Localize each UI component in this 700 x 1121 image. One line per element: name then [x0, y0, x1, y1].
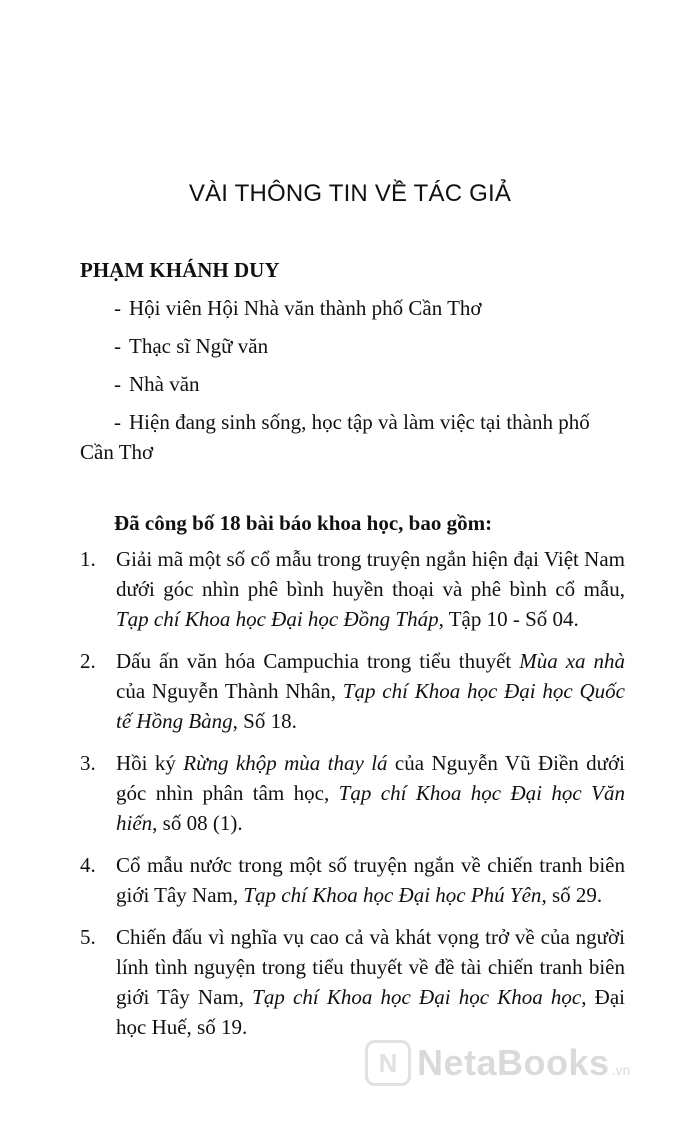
item-number: 5. — [80, 925, 96, 949]
item-text: của Nguyễn Thành Nhân, — [116, 679, 343, 703]
journal-name: Tạp chí Khoa học Đại học Quốc tế Hồng Bàng — [116, 679, 625, 733]
publication-item — [80, 544, 625, 634]
watermark-suffix: .vn — [611, 1062, 631, 1078]
item-number: 1. — [80, 547, 96, 571]
item-text: , số 08 (1). — [152, 811, 243, 835]
page-title: VÀI THÔNG TIN VỀ TÁC GIẢ — [188, 180, 512, 207]
publications-heading: Đã công bố 18 bài báo khoa học, bao gồm: — [114, 511, 493, 535]
bullet-dash: - — [114, 334, 121, 358]
watermark-text: NetaBooks — [417, 1042, 610, 1083]
book-title: Mùa xa nhà — [519, 649, 625, 673]
item-text: Giải mã một số cổ mẫu trong truyện ngắn hiện đại Việt Nam dưới góc nhìn phê bình huyền thoại và phê bình cổ mẫu, — [116, 547, 625, 601]
bullet-dash: - — [114, 296, 121, 320]
item-text: , Số 18. — [232, 709, 297, 733]
journal-name: Tạp chí Khoa học Đại học Đồng Tháp — [116, 607, 439, 631]
item-text: Chiến đấu vì nghĩa vụ cao cả và khát vọng trở về của người lính tình nguyện trong tiểu thuyết về đề tài chiến tranh biên giới Tây Nam, — [116, 925, 625, 1009]
author-name: PHẠM KHÁNH DUY — [80, 258, 280, 282]
author-item-text: Hiện đang sinh sống, học tập và làm việc tại thành phố Cần Thơ — [80, 410, 590, 464]
publications-section — [80, 508, 625, 1054]
author-section — [80, 255, 625, 467]
publication-item — [80, 922, 625, 1042]
author-item-text: Hội viên Hội Nhà văn thành phố Cần Thơ — [129, 296, 482, 320]
author-item-text: Nhà văn — [129, 372, 200, 396]
journal-name: Tạp chí Khoa học Đại học Phú Yên — [243, 883, 542, 907]
item-text: Cổ mẫu nước trong một số truyện ngắn về chiến tranh biên giới Tây Nam, — [116, 853, 625, 907]
author-item — [80, 369, 625, 399]
item-text: , số 29. — [541, 883, 603, 907]
item-text: Hồi ký — [116, 751, 184, 775]
item-number: 2. — [80, 649, 96, 673]
item-text: , Tập 10 - Số 04. — [438, 607, 579, 631]
netabooks-logo-icon: N — [365, 1040, 411, 1086]
publication-item — [80, 850, 625, 910]
item-number: 4. — [80, 853, 96, 877]
bullet-dash: - — [114, 410, 121, 434]
bullet-dash: - — [114, 372, 121, 396]
item-number: 3. — [80, 751, 96, 775]
item-text: của Nguyễn Vũ Điền dưới góc nhìn phân tâm học, — [116, 751, 625, 805]
book-title: Rừng khộp mùa thay lá — [183, 751, 388, 775]
author-item-text: Thạc sĩ Ngữ văn — [129, 334, 269, 358]
journal-name: Tạp chí Khoa học Đại học Khoa học — [252, 985, 582, 1009]
journal-name: Tạp chí Khoa học Đại học Văn hiến — [116, 781, 625, 835]
item-text: Dấu ấn văn hóa Campuchia trong tiểu thuyết — [116, 649, 520, 673]
author-item — [80, 331, 625, 361]
author-item — [80, 293, 625, 323]
publication-item — [80, 646, 625, 736]
publication-item — [80, 748, 625, 838]
item-text: , Đại học Huế, số 19. — [116, 985, 625, 1039]
watermark — [365, 1040, 630, 1086]
author-item — [80, 407, 625, 467]
